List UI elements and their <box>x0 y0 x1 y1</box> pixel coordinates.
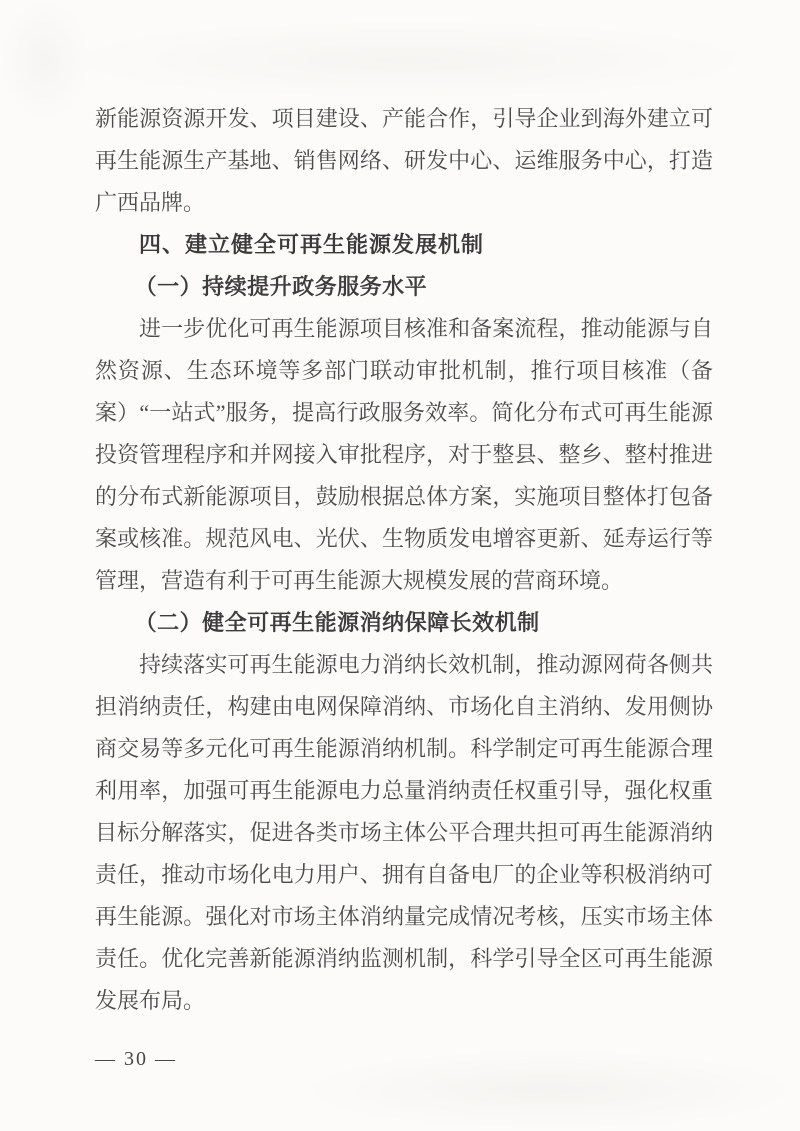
scan-artifact <box>0 0 90 120</box>
subsection-heading-1: （一）持续提升政务服务水平 <box>134 274 428 299</box>
subsection-heading-2: （二）健全可再生能源消纳保障长效机制 <box>134 610 540 635</box>
document-body <box>95 98 713 1022</box>
paragraph: 持续落实可再生能源电力消纳长效机制，推动源网荷各侧共担消纳责任，构建由电网保障消纳、市场化自主消纳、发用侧协商交易等多元化可再生能源消纳机制。科学制定可再生能源合理利用率，加强可再生能源电力总量消纳责任权重引导，强化权重目标分解落实，促进各类市场主体公平合理共担可再生能源消纳责任，推动市场化电力用户、拥有自备电厂的企业等积极消纳可再生能源。强化对市场主体消纳量完成情况考核，压实市场主体责任。优化完善新能源消纳监测机制，科学引导全区可再生能源发展布局。 <box>95 652 713 1013</box>
page-number: — 30 — <box>95 1048 177 1070</box>
paragraph: 进一步优化可再生能源项目核准和备案流程，推动能源与自然资源、生态环境等多部门联动审批机制，推行项目核准（备案）“一站式”服务，提高行政服务效率。简化分布式可再生能源投资管理程序和并网接入审批程序，对于整县、整乡、整村推进的分布式新能源项目，鼓励根据总体方案，实施项目整体打包备案或核准。规范风电、光伏、生物质发电增容更新、延寿运行等管理，营造有利于可再生能源大规模发展的营商环境。 <box>95 316 713 593</box>
section-heading: 四、建立健全可再生能源发展机制 <box>139 232 485 257</box>
paragraph-continuation: 新能源资源开发、项目建设、产能合作，引导企业到海外建立可再生能源生产基地、销售网络、研发中心、运维服务中心，打造广西品牌。 <box>95 106 713 215</box>
scan-artifact <box>300 1050 800 1130</box>
page-footer <box>95 1048 177 1071</box>
scan-artifact <box>60 20 760 100</box>
